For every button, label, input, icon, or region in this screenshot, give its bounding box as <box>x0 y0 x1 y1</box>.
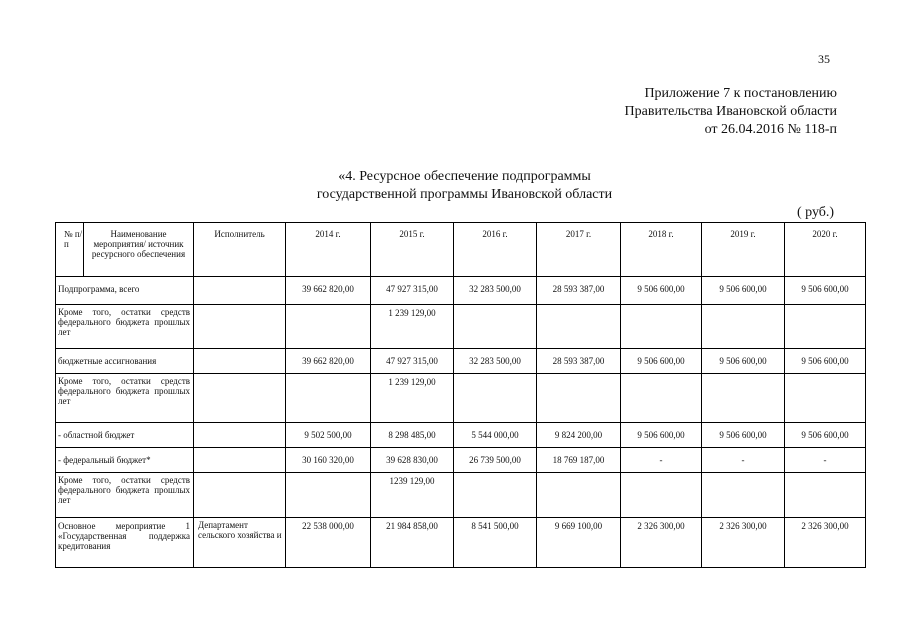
cell-value: 2 326 300,00 <box>702 518 785 568</box>
cell-value <box>454 305 537 349</box>
row-executor: Департамент сельского хозяйства и <box>194 518 286 568</box>
cell-value <box>537 374 621 423</box>
row-name: Кроме того, остатки средств федерального бюджета прошлых лет <box>56 374 194 423</box>
cell-value: 1 239 129,00 <box>371 374 454 423</box>
title-line-2: государственной программы Ивановской области <box>316 187 613 202</box>
cell-value <box>537 305 621 349</box>
cell-value: 9 506 600,00 <box>702 423 785 448</box>
cell-value <box>537 473 621 518</box>
cell-value: - <box>621 448 702 473</box>
cell-value: 39 662 820,00 <box>286 349 371 374</box>
row-name: Кроме того, остатки средств федерального бюджета прошлых лет <box>56 473 194 518</box>
cell-value: 9 824 200,00 <box>537 423 621 448</box>
cell-value: 2 326 300,00 <box>621 518 702 568</box>
currency-note: ( руб.) <box>797 205 835 220</box>
row-name: - федеральный бюджет* <box>56 448 194 473</box>
header-year-2015: 2015 г. <box>371 223 454 277</box>
row-name: Кроме того, остатки средств федерального бюджета прошлых лет <box>56 305 194 349</box>
cell-value <box>286 374 371 423</box>
header-year-2018: 2018 г. <box>621 223 702 277</box>
cell-value <box>785 305 866 349</box>
appendix-line-1: Приложение 7 к постановлению <box>644 86 837 101</box>
table-row <box>56 349 866 374</box>
document-title <box>0 168 905 204</box>
header-row <box>56 223 866 277</box>
cell-value: 21 984 858,00 <box>371 518 454 568</box>
header-num: № п/п <box>56 223 84 277</box>
table-row <box>56 423 866 448</box>
cell-value: 30 160 320,00 <box>286 448 371 473</box>
cell-value: 9 502 500,00 <box>286 423 371 448</box>
row-name: бюджетные ассигнования <box>56 349 194 374</box>
cell-value: 32 283 500,00 <box>454 349 537 374</box>
header-executor: Исполнитель <box>194 223 286 277</box>
appendix-reference <box>625 85 837 139</box>
cell-value <box>454 374 537 423</box>
cell-value <box>621 374 702 423</box>
cell-value <box>785 473 866 518</box>
header-year-2019: 2019 г. <box>702 223 785 277</box>
header-year-2020: 2020 г. <box>785 223 866 277</box>
row-name: Основное мероприятие 1 «Государственная поддержка кредитования <box>56 518 194 568</box>
table-row <box>56 305 866 349</box>
header-year-2016: 2016 г. <box>454 223 537 277</box>
cell-value: 8 298 485,00 <box>371 423 454 448</box>
row-name: - областной бюджет <box>56 423 194 448</box>
cell-value: 9 506 600,00 <box>621 423 702 448</box>
row-executor <box>194 305 286 349</box>
cell-value: 47 927 315,00 <box>371 349 454 374</box>
appendix-line-2: Правительства Ивановской области <box>624 104 837 119</box>
cell-value <box>286 305 371 349</box>
cell-value: 26 739 500,00 <box>454 448 537 473</box>
cell-value: 28 593 387,00 <box>537 277 621 305</box>
header-name: Наименование мероприятия/ источник ресурсного обеспечения <box>84 223 194 277</box>
row-executor <box>194 423 286 448</box>
page-number: 35 <box>818 52 830 66</box>
cell-value: 22 538 000,00 <box>286 518 371 568</box>
cell-value: 8 541 500,00 <box>454 518 537 568</box>
cell-value: 9 506 600,00 <box>785 423 866 448</box>
cell-value: 39 662 820,00 <box>286 277 371 305</box>
table-row <box>56 374 866 423</box>
table-row <box>56 518 866 568</box>
header-year-2017: 2017 г. <box>537 223 621 277</box>
cell-value: 47 927 315,00 <box>371 277 454 305</box>
cell-value: - <box>702 448 785 473</box>
title-line-1: «4. Ресурсное обеспечение подпрограммы <box>338 169 591 184</box>
cell-value <box>785 374 866 423</box>
row-executor <box>194 448 286 473</box>
header-year-2014: 2014 г. <box>286 223 371 277</box>
cell-value: 9 506 600,00 <box>621 277 702 305</box>
cell-value <box>621 473 702 518</box>
cell-value: 9 506 600,00 <box>621 349 702 374</box>
appendix-line-3: от 26.04.2016 № 118-п <box>704 122 837 137</box>
row-executor <box>194 473 286 518</box>
cell-value: 9 506 600,00 <box>702 277 785 305</box>
cell-value: 2 326 300,00 <box>785 518 866 568</box>
cell-value: 9 506 600,00 <box>702 349 785 374</box>
cell-value <box>702 473 785 518</box>
table-row <box>56 448 866 473</box>
cell-value: - <box>785 448 866 473</box>
cell-value: 9 506 600,00 <box>785 349 866 374</box>
cell-value: 18 769 187,00 <box>537 448 621 473</box>
cell-value: 1 239 129,00 <box>371 305 454 349</box>
cell-value <box>454 473 537 518</box>
cell-value: 32 283 500,00 <box>454 277 537 305</box>
table-row <box>56 277 866 305</box>
cell-value <box>702 374 785 423</box>
cell-value: 5 544 000,00 <box>454 423 537 448</box>
resource-table <box>55 222 866 568</box>
row-name: Подпрограмма, всего <box>56 277 194 305</box>
cell-value <box>702 305 785 349</box>
row-executor <box>194 374 286 423</box>
row-executor <box>194 349 286 374</box>
cell-value: 1239 129,00 <box>371 473 454 518</box>
cell-value <box>621 305 702 349</box>
table-row <box>56 473 866 518</box>
cell-value: 39 628 830,00 <box>371 448 454 473</box>
row-executor <box>194 277 286 305</box>
cell-value <box>286 473 371 518</box>
cell-value: 9 506 600,00 <box>785 277 866 305</box>
cell-value: 28 593 387,00 <box>537 349 621 374</box>
cell-value: 9 669 100,00 <box>537 518 621 568</box>
